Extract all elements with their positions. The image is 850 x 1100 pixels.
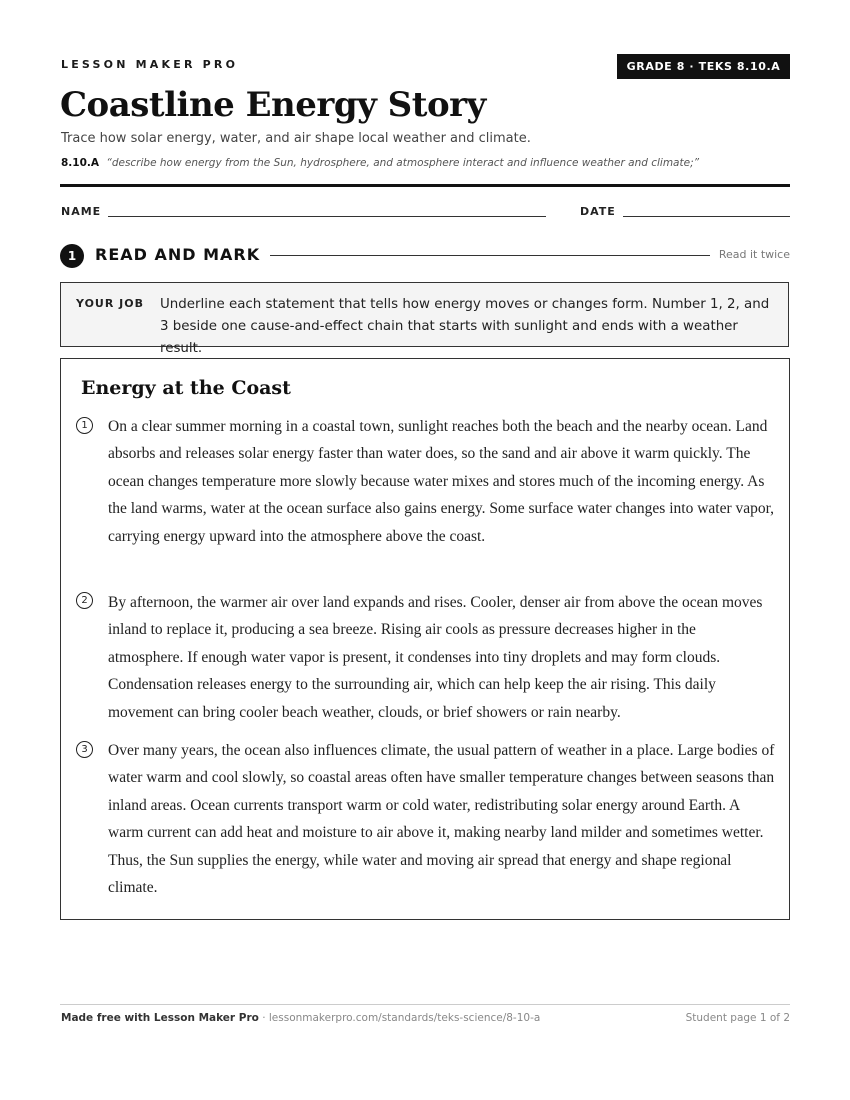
grade-badge: GRADE 8 · TEKS 8.10.A	[617, 54, 790, 79]
name-label: NAME	[61, 205, 102, 218]
paragraph-text[interactable]: Over many years, the ocean also influences climate, the usual pattern of weather in a place. Large bodies of water warm and cool slowly, so coastal areas often have smaller temperature changes between seasons than inland areas. Ocean currents transport warm or cold water, redistributing solar energy around Earth. A warm current can add heat and moisture to air above it, making nearby land milder and sometimes wetter. Thus, the Sun supplies the energy, while water and moving air spread that energy and shape regional climate.	[108, 742, 775, 897]
footer-made-with: Made free with Lesson Maker Pro	[61, 1012, 259, 1024]
footer-credit	[61, 1012, 540, 1024]
page-title: Coastline Energy Story	[60, 85, 486, 125]
name-field[interactable]	[108, 216, 546, 217]
section-divider	[270, 255, 710, 256]
page-subtitle: Trace how solar energy, water, and air shape local weather and climate.	[61, 131, 531, 146]
paragraph-text[interactable]: By afternoon, the warmer air over land expands and rises. Cooler, denser air from above the ocean moves inland to replace it, producing a sea breeze. Rising air cools as pressure decreases higher in the atmosphere. If enough water vapor is present, it condenses into tiny droplets and may form clouds. Condensation releases energy to the surrounding air, which can help keep the air rising. This daily movement can bring cooler beach weather, clouds, or brief showers or rain nearby.	[108, 594, 763, 721]
section-title: READ AND MARK	[95, 245, 261, 264]
story-passage	[60, 358, 790, 920]
standard-line	[61, 157, 699, 169]
footer-url[interactable]: lessonmakerpro.com/standards/teks-science/8-10-a	[268, 1012, 541, 1024]
paragraph-number: 2	[76, 592, 93, 609]
instructions-label: YOUR JOB	[76, 297, 144, 310]
section-note: Read it twice	[718, 248, 790, 261]
paragraph-number: 1	[76, 417, 93, 434]
section-header	[60, 243, 790, 269]
paragraph-number: 3	[76, 741, 93, 758]
date-field[interactable]	[623, 216, 790, 217]
footer-separator: ·	[258, 1012, 269, 1024]
date-label: DATE	[580, 205, 616, 218]
header-divider	[60, 184, 790, 187]
standard-code: 8.10.A	[61, 157, 100, 169]
brand-name: LESSON MAKER PRO	[61, 58, 239, 71]
instructions-text: Underline each statement that tells how energy moves or changes form. Number 1, 2, and 3 beside one cause-and-effect chain that starts with sunlight and ends with a weather result.	[160, 297, 770, 356]
section-number-badge: 1	[60, 244, 84, 268]
paragraph-text[interactable]: On a clear summer morning in a coastal town, sunlight reaches both the beach and the nearby ocean. Land absorbs and releases solar energy faster than water does, so the sand and air above it warm quickly. The ocean changes temperature more slowly because water mixes and stores much of the incoming energy. As the land warms, water at the ocean surface also gains energy. Some surface water changes into water vapor, carrying energy upward into the atmosphere above the coast.	[108, 418, 775, 545]
instructions-box	[60, 282, 789, 356]
footer-page-number: Student page 1 of 2	[685, 1012, 790, 1024]
story-title: Energy at the Coast	[81, 377, 291, 399]
standard-text: “describe how energy from the Sun, hydrosphere, and atmosphere interact and influence weather and climate;”	[106, 157, 700, 169]
footer-divider	[60, 1004, 790, 1005]
